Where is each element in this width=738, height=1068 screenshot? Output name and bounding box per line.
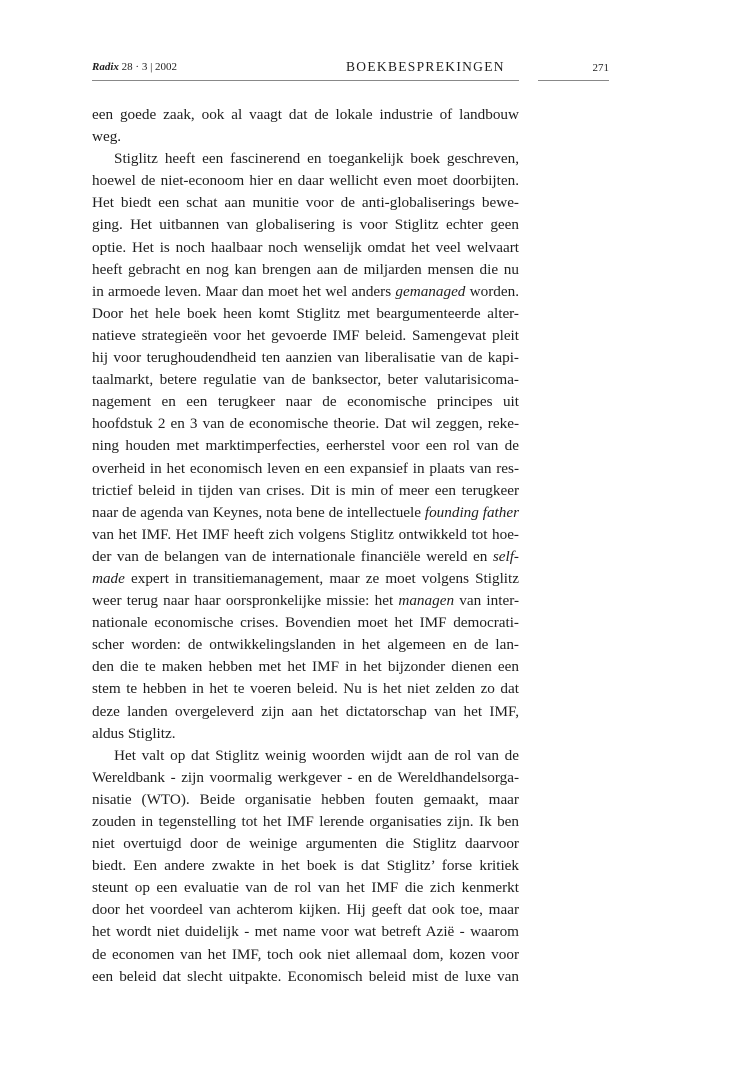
text-segment: Door het hele boek heen komt Stiglitz met beargumenteerde alter-	[92, 304, 519, 322]
text-line	[92, 921, 519, 943]
text-line	[92, 347, 519, 369]
text-line	[92, 612, 519, 634]
journal-name: Radix	[92, 61, 119, 73]
text-line	[92, 590, 519, 612]
italic-text: managen	[398, 592, 455, 610]
text-line	[92, 391, 519, 413]
text-line	[92, 678, 519, 700]
text-line	[92, 237, 519, 259]
text-segment: aldus Stiglitz.	[92, 724, 176, 742]
text-line	[92, 877, 519, 899]
text-line	[92, 656, 519, 678]
text-line	[92, 811, 519, 833]
text-line	[92, 944, 519, 966]
text-segment: zouden in tegenstelling tot het IMF lerende organisaties zijn. Ik ben	[92, 813, 519, 830]
text-segment: worden.	[465, 282, 519, 300]
italic-text: gemanaged	[395, 282, 466, 300]
text-line	[92, 192, 519, 214]
text-segment: ging. Het uitbannen van globalisering is voor Stiglitz echter geen	[92, 216, 519, 234]
text-segment: een goede zaak, ook al vaagt dat de lokale industrie of landbouw	[92, 106, 519, 123]
text-line	[92, 789, 519, 811]
text-line	[92, 435, 519, 457]
text-segment: deze landen overgeleverd zijn aan het dictatorschap van het IMF,	[92, 702, 519, 720]
text-line	[92, 524, 519, 546]
text-segment: natieve strategieën voor het gevoerde IMF beleid. Samengevat pleit	[92, 326, 519, 344]
text-line	[92, 480, 519, 502]
header-rule	[92, 80, 519, 81]
text-segment: heeft gebracht en nog kan brengen aan de miljarden mensen die nu	[92, 260, 519, 278]
text-segment: Het biedt een schat aan munitie voor de anti-globaliserings bewe-	[92, 194, 519, 212]
text-segment: weer terug naar haar oorspronkelijke missie: het	[92, 592, 399, 610]
text-line	[92, 214, 519, 236]
text-segment: taalmarkt, betere regulatie van de banksector, beter valutarisicoma-	[92, 371, 519, 389]
text-segment: nisatie (WTO). Beide organisatie hebben fouten gemaakt, maar	[92, 790, 519, 808]
text-line	[92, 148, 519, 170]
text-segment: hoofdstuk 2 en 3 van de economische theorie. Dat wil zeggen, reke-	[92, 415, 519, 433]
text-line	[92, 104, 519, 126]
text-line	[92, 745, 519, 767]
text-segment: Wereldbank - zijn voormalig werkgever - en de Wereldhandelsorga-	[92, 768, 519, 786]
text-line	[92, 899, 519, 921]
text-line	[92, 281, 519, 303]
text-line	[92, 568, 519, 590]
page-number: 271	[592, 62, 609, 74]
text-segment: Stiglitz heeft een fascinerend en toegankelijk boek geschreven,	[114, 150, 519, 168]
text-segment: naar de agenda van Keynes, nota bene de intellectuele	[92, 503, 425, 521]
text-segment: door het voordeel van achterom kijken. Hij geeft dat ook toe, maar	[92, 901, 519, 919]
text-line	[92, 767, 519, 789]
text-segment: hoewel de niet-econoom hier en daar wellicht even moet doorbijten.	[92, 172, 519, 190]
italic-text: founding father	[424, 503, 519, 521]
text-line	[92, 701, 519, 723]
italic-text: made	[92, 569, 125, 587]
text-line	[92, 126, 519, 148]
text-line	[92, 170, 519, 192]
text-line	[92, 369, 519, 391]
text-segment: het wordt niet duidelijk - met name voor wat betreft Azië - waarom	[92, 923, 519, 941]
text-segment: Het valt op dat Stiglitz weinig woorden wijdt aan de rol van de	[114, 746, 519, 764]
text-segment: hij voor terughoudendheid ten aanzien van liberalisatie van de kapi-	[92, 349, 519, 367]
text-segment: den die te maken hebben met het IMF in het bijzonder dienen een	[92, 658, 519, 676]
body-text	[92, 104, 519, 988]
text-line	[92, 546, 519, 568]
text-segment: optie. Het is noch haalbaar noch wenselijk omdat het veel welvaart	[92, 238, 519, 256]
text-segment: de economen van het IMF, toch ook niet allemaal dom, kozen voor	[92, 945, 519, 963]
italic-text: self-	[492, 547, 519, 565]
text-segment: nationale economische crises. Bovendien moet het IMF democrati-	[92, 614, 519, 632]
text-segment: steunt op een evaluatie van de rol van het IMF die zich kenmerkt	[92, 879, 519, 897]
text-line	[92, 634, 519, 656]
text-segment: biedt. Een andere zwakte in het boek is dat Stiglitz’ forse kritiek	[92, 857, 519, 875]
text-segment: expert in transitiemanagement, maar ze moet volgens Stiglitz	[124, 569, 519, 587]
text-segment: een beleid dat slecht uitpakte. Economisch beleid mist de luxe van	[92, 967, 519, 985]
text-line	[92, 833, 519, 855]
text-segment: niet overtuigd door de weinige argumenten die Stiglitz daarvoor	[92, 835, 519, 853]
text-segment: der van de belangen van de internationale financiële wereld en	[92, 547, 493, 565]
text-segment: scher worden: de ontwikkelingslanden in het algemeen en de lan-	[92, 636, 519, 654]
text-segment: weg.	[92, 128, 122, 146]
text-line	[92, 855, 519, 877]
section-title: BOEKBESPREKINGEN	[346, 59, 505, 74]
header-rule-short	[538, 80, 609, 81]
text-segment: van inter-	[454, 592, 519, 610]
text-segment: nagement en een terugkeer naar de economische principes uit	[92, 393, 519, 411]
text-line	[92, 325, 519, 347]
text-segment: trictief beleid in tijden van crises. Dit is min of meer een terugkeer	[92, 481, 519, 499]
text-segment: van het IMF. Het IMF heeft zich volgens Stiglitz ontwikkeld tot hoe-	[92, 525, 519, 543]
text-line	[92, 303, 519, 325]
text-line	[92, 458, 519, 480]
text-segment: overheid in het economisch leven en een expansief in plaats van res-	[92, 459, 519, 477]
issue-info: 28 · 3 | 2002	[121, 61, 178, 73]
text-line	[92, 966, 519, 988]
text-line	[92, 259, 519, 281]
text-line	[92, 723, 519, 745]
text-segment: ning houden met marktimperfecties, eerherstel voor een rol van de	[92, 437, 519, 455]
text-line	[92, 413, 519, 435]
text-line	[92, 502, 519, 524]
text-segment: stem te hebben in het te voeren beleid. Nu is het niet zelden zo dat	[92, 680, 519, 698]
running-header-journal	[92, 61, 177, 73]
text-segment: in armoede leven. Maar dan moet het wel anders	[92, 282, 396, 300]
